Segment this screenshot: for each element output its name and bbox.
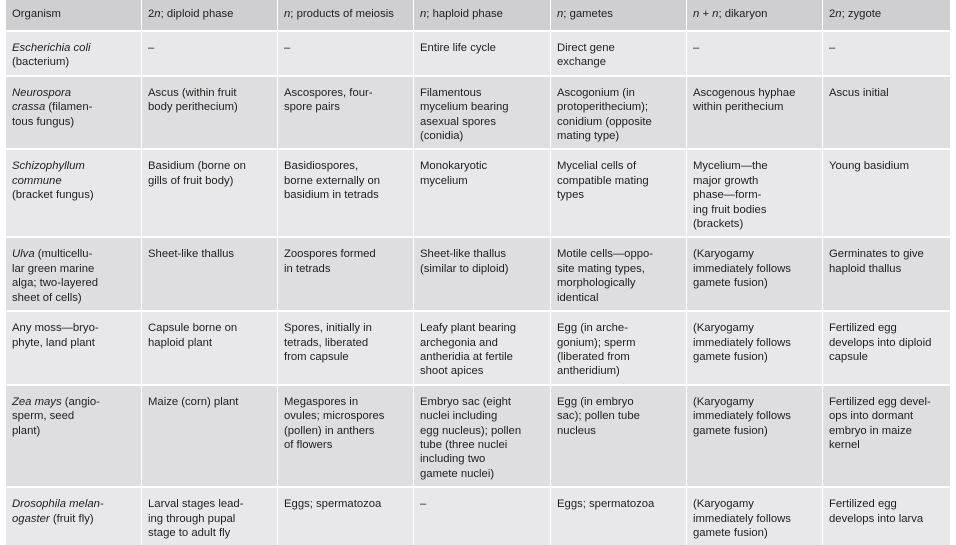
cell-gametes: Eggs; spermatozoa (551, 486, 687, 545)
header-row (6, 0, 950, 30)
cell-dikaryon: Ascogenous hyphae within perithecium (687, 75, 823, 149)
life-cycle-table (6, 0, 950, 545)
cell-organism (6, 384, 142, 486)
header-label: ; dikaryon (718, 8, 768, 20)
cell-haploid-phase: Monokaryotic mycelium (414, 148, 551, 236)
header-variable: n (557, 8, 564, 20)
cell-organism (6, 75, 142, 149)
cell-organism (6, 236, 142, 310)
organism-species-name: Zea mays (12, 395, 62, 408)
cell-products-of-meiosis: Megaspores in ovules; microspores (pollen) in anthers of flowers (278, 384, 414, 486)
header-dikaryon (687, 0, 823, 30)
organism-description: (filamen- tous fungus) (12, 101, 93, 128)
table-row (6, 486, 950, 545)
cell-diploid-phase: Basidium (borne on gills of fruit body) (142, 148, 278, 236)
header-variable: n (154, 8, 161, 20)
header-label: ; haploid phase (426, 8, 503, 20)
cell-diploid-phase: Sheet-like thallus (142, 236, 278, 310)
cell-diploid-phase: – (142, 30, 278, 75)
cell-diploid-phase: Larval stages lead- ing through pupal stage to adult fly (142, 486, 278, 545)
organism-species-name: Drosophila melan- ogaster (12, 498, 104, 525)
cell-haploid-phase: Sheet-like thallus (similar to diploid) (414, 236, 551, 310)
header-prefix: 2 (829, 8, 836, 20)
header-label: ; gametes (563, 8, 613, 20)
organism-species-name: Neurospora crassa (12, 86, 72, 114)
organism-species-name: Escherichia coli (12, 42, 91, 54)
header-prefix: 2 (148, 8, 155, 20)
table-row (6, 30, 950, 75)
organism-description: (bracket fungus) (12, 189, 94, 202)
cell-haploid-phase: Entire life cycle (414, 30, 551, 75)
organism-description: (bacterium) (12, 56, 70, 69)
cell-organism (6, 30, 142, 75)
cell-gametes: Mycelial cells of compatible mating types (551, 148, 687, 236)
cell-zygote: Germinates to give haploid thallus (823, 236, 950, 310)
cell-dikaryon: (Karyogamy immediately follows gamete fusion) (687, 384, 823, 486)
cell-diploid-phase: Capsule borne on haploid plant (142, 310, 278, 384)
cell-zygote: Ascus initial (823, 75, 950, 149)
cell-dikaryon: – (687, 30, 823, 75)
cell-products-of-meiosis: Ascospores, four- spore pairs (278, 75, 414, 149)
cell-organism (6, 148, 142, 236)
header-variable: n (835, 8, 842, 20)
cell-dikaryon: (Karyogamy immediately follows gamete fusion) (687, 486, 823, 545)
cell-products-of-meiosis: Basidiospores, borne externally on basidium in tetrads (278, 148, 414, 236)
cell-dikaryon: (Karyogamy immediately follows gamete fusion) (687, 310, 823, 384)
cell-zygote: – (823, 30, 950, 75)
cell-gametes: Direct gene exchange (551, 30, 687, 75)
organism-description: (fruit fly) (49, 512, 94, 525)
organism-species-name: Ulva (12, 248, 35, 261)
header-products-of-meiosis (278, 0, 414, 30)
table-row (6, 310, 950, 384)
table-row (6, 236, 950, 310)
cell-diploid-phase: Maize (corn) plant (142, 384, 278, 486)
cell-haploid-phase: – (414, 486, 551, 545)
header-variable: n + n (693, 8, 719, 20)
cell-gametes: Motile cells—oppo- site mating types, morphologically identical (551, 236, 687, 310)
table-body (6, 30, 950, 545)
cell-zygote: Fertilized egg devel- ops into dormant embryo in maize kernel (823, 384, 950, 486)
header-variable: n (284, 8, 291, 20)
cell-products-of-meiosis: Eggs; spermatozoa (278, 486, 414, 545)
cell-products-of-meiosis: – (278, 30, 414, 75)
life-cycle-table-container (6, 0, 950, 545)
table-row (6, 384, 950, 486)
header-diploid-phase (142, 0, 278, 30)
header-organism (6, 0, 142, 30)
cell-haploid-phase: Leafy plant bearing archegonia and antheridia at fertile shoot apices (414, 310, 551, 384)
cell-gametes: Ascogonium (in protoperithecium); conidium (opposite mating type) (551, 75, 687, 149)
table-row (6, 148, 950, 236)
cell-organism (6, 486, 142, 545)
cell-products-of-meiosis: Spores, initially in tetrads, liberated from capsule (278, 310, 414, 384)
table-row (6, 75, 950, 149)
organism-species-name: Schizophyllum commune (12, 160, 85, 187)
cell-organism (6, 310, 142, 384)
cell-dikaryon: (Karyogamy immediately follows gamete fusion) (687, 236, 823, 310)
header-label: ; products of meiosis (290, 8, 394, 20)
organism-description: Any moss—bryo- phyte, land plant (12, 322, 99, 349)
cell-haploid-phase: Embryo sac (eight nuclei including egg nucleus); pollen tube (three nuclei including two gamete nuclei) (414, 384, 551, 486)
organism-description: (angio- sperm, seed plant) (12, 395, 100, 437)
header-label: ; zygote (841, 8, 882, 20)
cell-products-of-meiosis: Zoospores formed in tetrads (278, 236, 414, 310)
header-zygote (823, 0, 950, 30)
cell-zygote: Fertilized egg develops into diploid capsule (823, 310, 950, 384)
cell-gametes: Egg (in arche- gonium); sperm (liberated from antheridium) (551, 310, 687, 384)
header-haploid-phase (414, 0, 551, 30)
cell-diploid-phase: Ascus (within fruit body perithecium) (142, 75, 278, 149)
header-label: Organism (12, 8, 61, 20)
cell-gametes: Egg (in embryo sac); pollen tube nucleus (551, 384, 687, 486)
cell-dikaryon: Mycelium—the major growth phase—form- ing fruit bodies (brackets) (687, 148, 823, 236)
organism-description: (multicellu- lar green marine alga; two-layered sheet of cells) (12, 248, 99, 304)
header-label: ; diploid phase (160, 8, 234, 20)
cell-zygote: Fertilized egg develops into larva (823, 486, 950, 545)
cell-zygote: Young basidium (823, 148, 950, 236)
header-variable: n (420, 8, 427, 20)
cell-haploid-phase: Filamentous mycelium bearing asexual spores (conidia) (414, 75, 551, 149)
header-gametes (551, 0, 687, 30)
